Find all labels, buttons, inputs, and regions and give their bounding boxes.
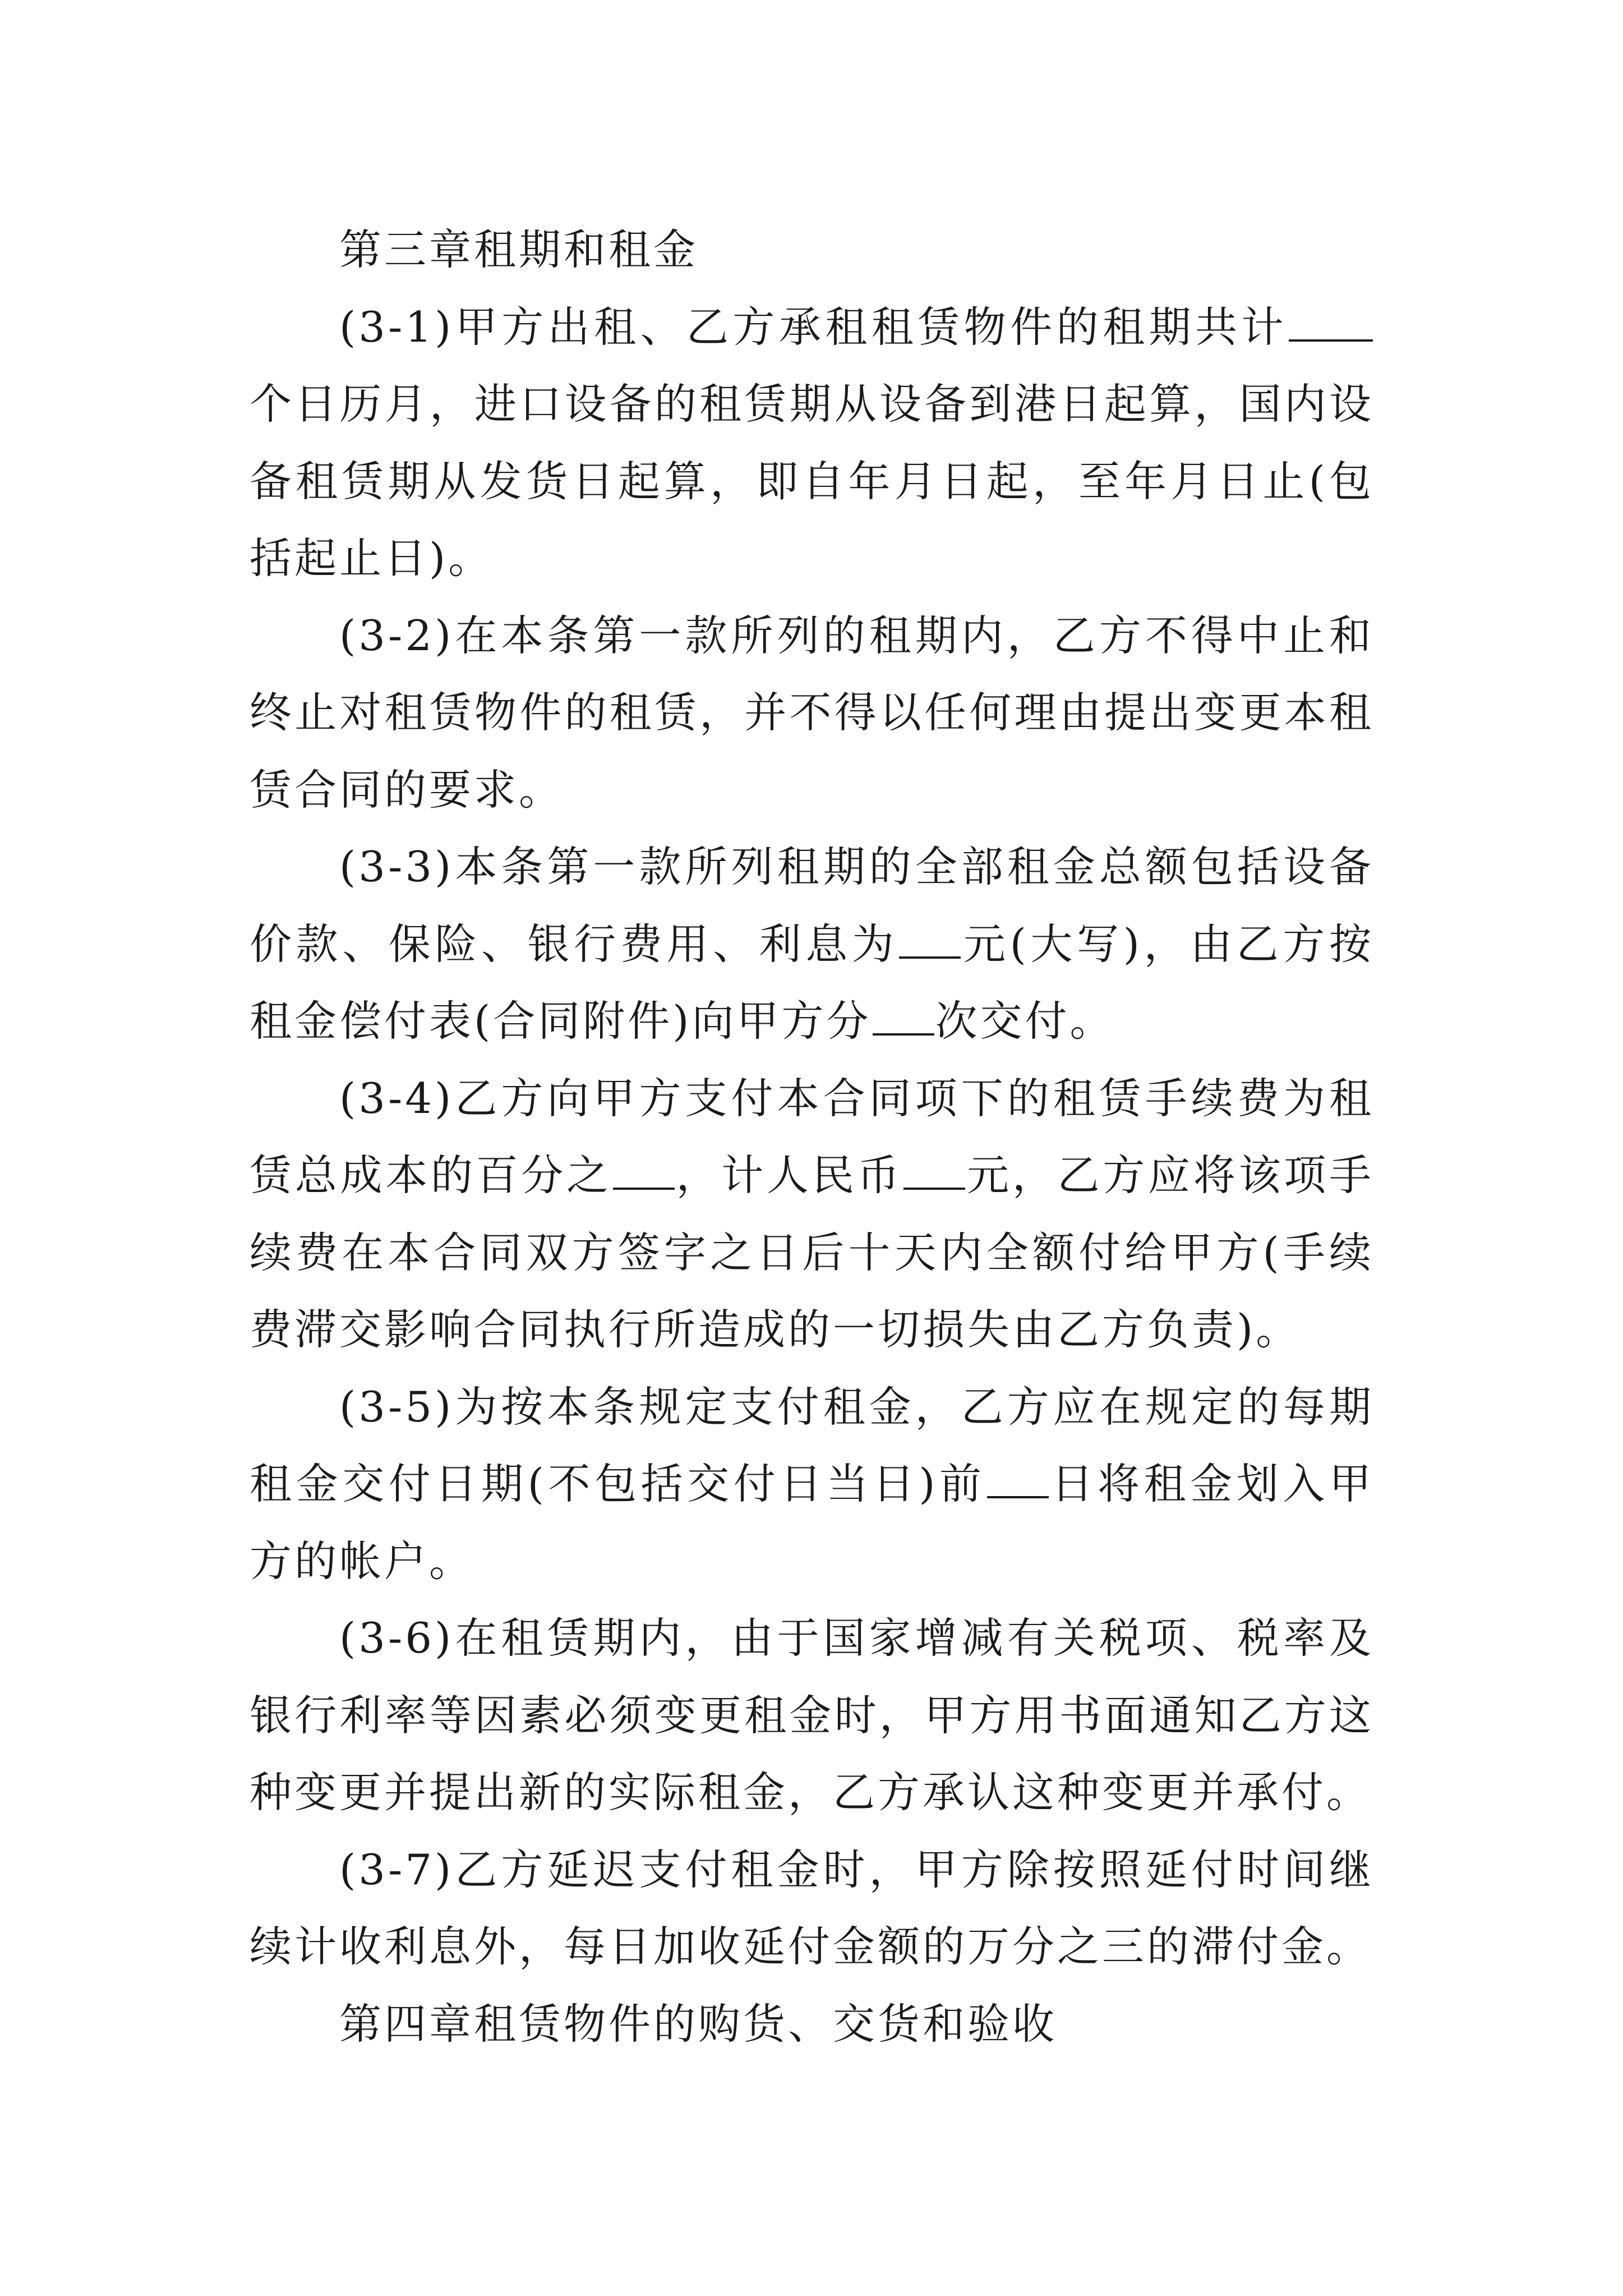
blank-field (613, 1153, 675, 1190)
clause-3-6: (3-6)在租赁期内，由于国家增减有关税项、税率及银行利率等因素必须变更租金时，甲方用书面通知乙方这种变更并提出新的实际租金，乙方承认这种变更并承付。 (250, 1613, 1374, 1817)
chapter-3-heading: 第三章租期和租金 (339, 225, 699, 274)
blank-field (899, 922, 961, 959)
blank-field (873, 999, 934, 1036)
clause-3-3: (3-3)本条第一款所列租期的全部租金总额包括设备价款、保险、银行费用、利息为 元(大写)，由乙方按租金偿付表(合同附件)向甲方分 次交付。 (250, 842, 1374, 1046)
clause-3-7: (3-7)乙方延迟支付租金时，甲方除按照延付时间继续计收利息外，每日加收延付金额的万分之三的滞付金。 (250, 1844, 1374, 1971)
blank-field (903, 1153, 965, 1190)
clause-3-5: (3-5)为按本条规定支付租金，乙方应在规定的每期租金交付日期(不包括交付日当日)前 日将租金划入甲方的帐户。 (250, 1382, 1374, 1586)
clause-3-2: (3-2)在本条第一款所列的租期内，乙方不得中止和终止对租赁物件的租赁，并不得以任何理由提出变更本租赁合同的要求。 (250, 610, 1374, 815)
chapter-4-heading: 第四章租赁物件的购货、交货和验收 (339, 1999, 1058, 2049)
document-body (250, 211, 1374, 2063)
blank-field (987, 1461, 1049, 1498)
clause-3-4: (3-4)乙方向甲方支付本合同项下的租赁手续费为租赁总成本的百分之 ，计人民币 元，乙方应将该项手续费在本合同双方签字之日后十天内全额付给甲方(手续费滞交影响合同执行所造成的一切损失由乙方负责)。 (250, 1073, 1374, 1354)
blank-field (1289, 305, 1373, 342)
clause-3-1: (3-1)甲方出租、乙方承租租赁物件的租期共计个日历月，进口设备的租赁期从设备到港日起算，国内设备租赁期从发货日起算，即自年月日起，至年月日止(包括起止日)。 (250, 302, 1374, 583)
